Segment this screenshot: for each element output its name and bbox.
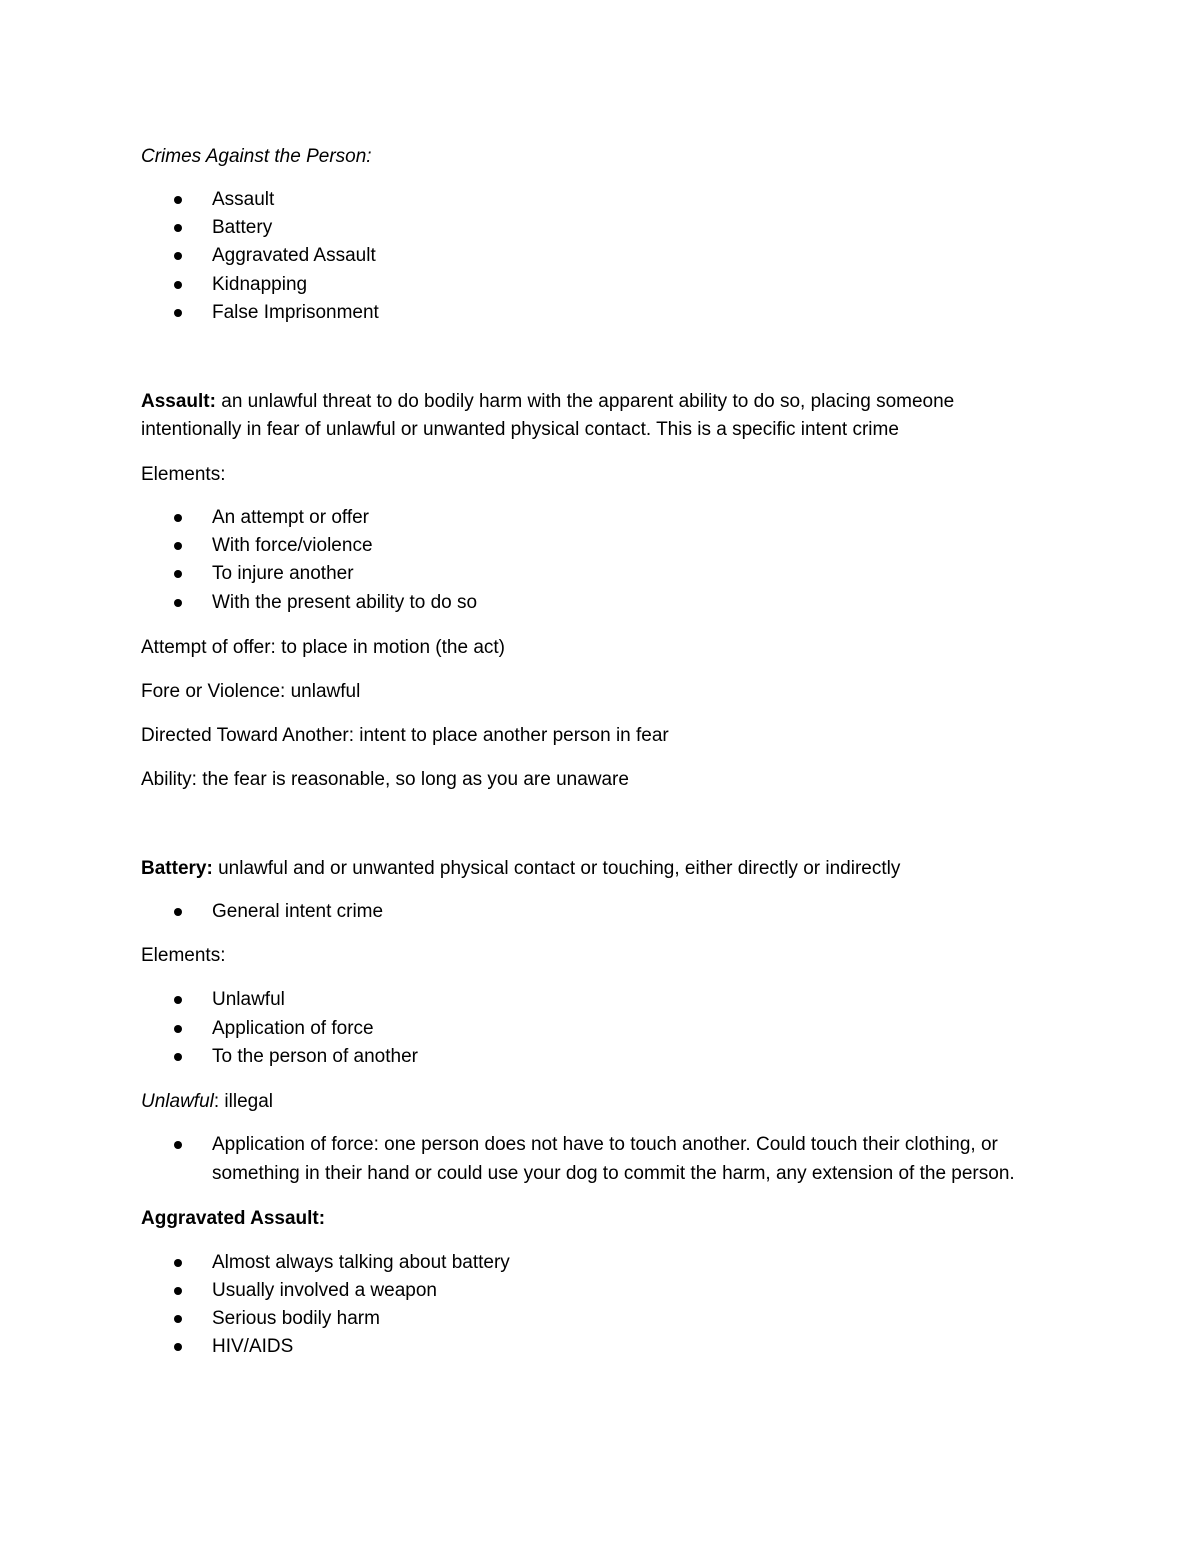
battery-element-item: Application of force	[212, 1018, 374, 1039]
assault-term: Assault:	[141, 391, 216, 412]
assault-definition-text: an unlawful threat to do bodily harm with the apparent ability to do so, placing someone	[215, 391, 955, 412]
bullet-icon	[174, 1287, 182, 1295]
assault-note: Fore or Violence: unlawful	[141, 681, 361, 702]
battery-element-item: To the person of another	[212, 1046, 418, 1067]
force-explanation-line1: Application of force: one person does not have to touch another. Could touch their clothing, or	[212, 1134, 998, 1155]
crimes-list-item: False Imprisonment	[212, 302, 379, 323]
assault-note: Ability: the fear is reasonable, so long as you are unaware	[141, 769, 629, 790]
battery-definition-text: unlawful and or unwanted physical contact or touching, either directly or indirectly	[212, 858, 901, 879]
bullet-icon	[174, 908, 182, 916]
bullet-icon	[174, 1141, 182, 1149]
assault-element-item: To injure another	[212, 563, 354, 584]
bullet-icon	[174, 309, 182, 317]
battery-intent-item: General intent crime	[212, 901, 384, 922]
aggravated-heading: Aggravated Assault:	[141, 1208, 326, 1229]
bullet-icon	[174, 1343, 182, 1351]
bullet-icon	[174, 514, 182, 522]
crimes-list-item: Kidnapping	[212, 274, 308, 295]
bullet-icon	[174, 1259, 182, 1267]
bullet-icon	[174, 1315, 182, 1323]
battery-term: Battery:	[141, 858, 213, 879]
bullet-icon	[174, 1053, 182, 1061]
assault-element-item: With force/violence	[212, 535, 373, 556]
assault-note: Attempt of offer: to place in motion (the act)	[141, 637, 505, 658]
unlawful-term: Unlawful	[141, 1091, 214, 1112]
bullet-icon	[174, 224, 182, 232]
assault-element-item: With the present ability to do so	[212, 592, 478, 613]
battery-definition-line	[141, 858, 900, 880]
aggravated-item: Usually involved a weapon	[212, 1280, 437, 1301]
aggravated-item: Almost always talking about battery	[212, 1252, 510, 1273]
aggravated-item: HIV/AIDS	[212, 1336, 294, 1357]
bullet-icon	[174, 542, 182, 550]
bullet-icon	[174, 570, 182, 578]
unlawful-definition-text: : illegal	[213, 1091, 274, 1112]
bullet-icon	[174, 996, 182, 1004]
crimes-list-item: Battery	[212, 217, 273, 238]
bullet-icon	[174, 252, 182, 260]
assault-definition-line	[141, 391, 954, 413]
crimes-list-item: Assault	[212, 189, 275, 210]
assault-elements-label: Elements:	[141, 464, 226, 485]
crimes-list-item: Aggravated Assault	[212, 245, 376, 266]
crimes-heading: Crimes Against the Person:	[141, 146, 372, 167]
assault-element-item: An attempt or offer	[212, 507, 370, 528]
battery-elements-label: Elements:	[141, 945, 226, 966]
assault-note: Directed Toward Another: intent to place another person in fear	[141, 725, 669, 746]
assault-definition-line2: intentionally in fear of unlawful or unwanted physical contact. This is a specific intent crime	[141, 419, 899, 440]
bullet-icon	[174, 196, 182, 204]
bullet-icon	[174, 1025, 182, 1033]
battery-element-item: Unlawful	[212, 989, 285, 1010]
force-explanation-line2: something in their hand or could use your dog to commit the harm, any extension of the person.	[212, 1163, 1015, 1184]
bullet-icon	[174, 281, 182, 289]
bullet-icon	[174, 599, 182, 607]
aggravated-item: Serious bodily harm	[212, 1308, 380, 1329]
unlawful-definition-line	[141, 1091, 273, 1113]
